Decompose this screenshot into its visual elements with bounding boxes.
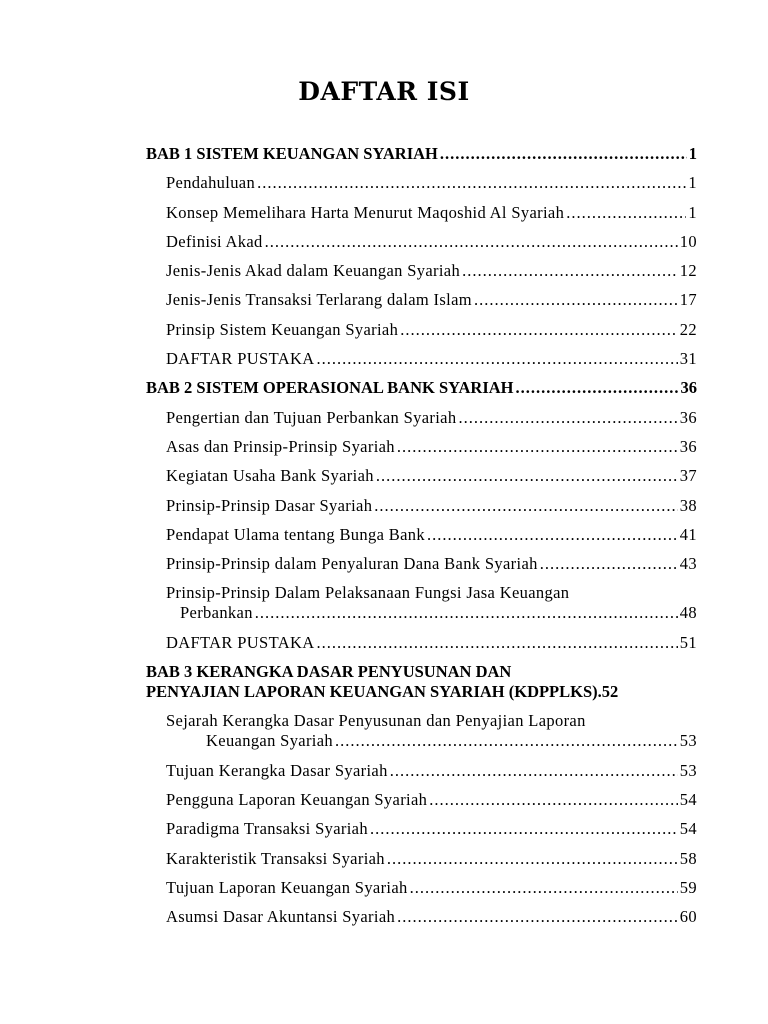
entry-title: Prinsip-Prinsip dalam Penyaluran Dana Bank Syariah <box>166 554 538 574</box>
entry-title: Pengguna Laporan Keuangan Syariah <box>166 789 428 809</box>
entry-title: Perbankan <box>180 603 253 623</box>
toc-entry[interactable] <box>166 466 697 486</box>
dot-leader <box>397 907 678 927</box>
entry-title: Jenis-Jenis Akad dalam Keuangan Syariah <box>166 261 461 281</box>
entry-title: Keuangan Syariah <box>206 731 334 751</box>
page-number: .52 <box>597 682 619 702</box>
chapter-title: BAB 1 SISTEM KEUANGAN SYARIAH <box>146 144 438 163</box>
toc-entry[interactable] <box>166 408 697 428</box>
toc-entry[interactable] <box>166 761 697 781</box>
dot-leader <box>335 731 678 751</box>
page-number: 43 <box>679 554 697 574</box>
toc-chapter-1[interactable] <box>146 144 697 164</box>
toc-entry[interactable] <box>166 878 697 898</box>
entry-title: Asas dan Prinsip-Prinsip Syariah <box>166 436 395 456</box>
dot-leader <box>566 203 686 223</box>
dot-leader <box>397 437 678 457</box>
toc-chapter-2[interactable] <box>146 378 697 398</box>
toc-entry[interactable] <box>166 633 697 653</box>
entry-title: Jenis-Jenis Transaksi Terlarang dalam Islam <box>166 290 472 310</box>
entry-title-line1[interactable]: Prinsip-Prinsip Dalam Pelaksanaan Fungsi Jasa Keuangan <box>166 583 570 603</box>
page-number: 41 <box>679 524 697 544</box>
chapter-title-line1[interactable]: BAB 3 KERANGKA DASAR PENYUSUNAN DAN <box>146 662 512 682</box>
page-number: 51 <box>679 632 697 652</box>
page-number: 59 <box>679 877 697 897</box>
page-number: 36 <box>679 407 697 427</box>
dot-leader <box>257 173 686 193</box>
page-number: 10 <box>679 231 697 251</box>
dot-leader <box>387 849 678 869</box>
dot-leader <box>317 349 678 369</box>
toc-chapter-3[interactable] <box>146 682 697 702</box>
page-number: 22 <box>679 319 697 339</box>
page-number: 58 <box>679 848 697 868</box>
toc-entry[interactable] <box>166 790 697 810</box>
page-number: 36 <box>680 378 697 398</box>
entry-title-line1[interactable]: Sejarah Kerangka Dasar Penyusunan dan Penyajian Laporan <box>166 711 586 731</box>
page-number: 54 <box>679 789 697 809</box>
entry-title: Pengertian dan Tujuan Perbankan Syariah <box>166 407 457 427</box>
page-number: 1 <box>688 144 697 163</box>
page-number: 53 <box>679 760 697 780</box>
entry-title: Pendapat Ulama tentang Bunga Bank <box>166 524 425 544</box>
dot-leader <box>462 261 678 281</box>
page-number: 37 <box>679 466 697 486</box>
page-number: 31 <box>679 349 697 369</box>
entry-title: Kegiatan Usaha Bank Syariah <box>166 466 374 486</box>
dot-leader <box>540 554 678 574</box>
entry-title: Prinsip Sistem Keuangan Syariah <box>166 319 399 339</box>
page-number: 12 <box>679 261 697 281</box>
entry-title: Asumsi Dasar Akuntansi Syariah <box>166 907 396 927</box>
entry-title: Tujuan Kerangka Dasar Syariah <box>166 760 388 780</box>
toc-entry[interactable] <box>166 496 697 516</box>
toc-entry[interactable] <box>166 819 697 839</box>
dot-leader <box>429 790 678 810</box>
dot-leader <box>390 761 678 781</box>
chapter-title: PENYAJIAN LAPORAN KEUANGAN SYARIAH (KDPPLKS) <box>146 682 598 702</box>
entry-title: DAFTAR PUSTAKA <box>166 632 315 652</box>
dot-leader <box>374 496 678 516</box>
page-number: 53 <box>679 731 697 751</box>
dot-leader <box>376 466 678 486</box>
dot-leader <box>370 819 678 839</box>
dot-leader <box>427 525 678 545</box>
page-number: 36 <box>679 436 697 456</box>
toc-entry[interactable] <box>166 849 697 869</box>
toc-entry[interactable] <box>180 603 697 623</box>
page-number: 38 <box>679 495 697 515</box>
dot-leader <box>410 878 678 898</box>
entry-title: DAFTAR PUSTAKA <box>166 349 315 369</box>
page-number: 48 <box>679 603 697 623</box>
entry-title: Pendahuluan <box>166 173 256 193</box>
page-number: 1 <box>688 202 697 222</box>
toc-entry[interactable] <box>166 907 697 927</box>
page-number: 60 <box>679 907 697 927</box>
toc-entry[interactable] <box>166 290 697 310</box>
dot-leader <box>400 320 678 340</box>
dot-leader <box>255 603 678 623</box>
table-of-contents <box>146 144 697 927</box>
entry-title: Paradigma Transaksi Syariah <box>166 819 368 839</box>
chapter-title: BAB 2 SISTEM OPERASIONAL BANK SYARIAH <box>146 378 514 398</box>
toc-entry[interactable] <box>166 437 697 457</box>
toc-entry[interactable] <box>166 173 697 193</box>
toc-entry[interactable] <box>166 525 697 545</box>
toc-entry[interactable] <box>206 731 697 751</box>
dot-leader <box>516 378 679 398</box>
dot-leader <box>458 408 677 428</box>
dot-leader <box>265 232 678 252</box>
dot-leader <box>317 633 678 653</box>
page-title: DAFTAR ISI <box>298 77 470 106</box>
toc-entry[interactable] <box>166 261 697 281</box>
entry-title: Konsep Memelihara Harta Menurut Maqoshid Al Syariah <box>166 202 565 222</box>
dot-leader <box>440 144 687 164</box>
dot-leader <box>474 290 678 310</box>
entry-title: Prinsip-Prinsip Dasar Syariah <box>166 495 373 515</box>
toc-entry[interactable] <box>166 320 697 340</box>
entry-title: Karakteristik Transaksi Syariah <box>166 848 385 868</box>
page-number: 1 <box>688 173 697 193</box>
entry-title: Tujuan Laporan Keuangan Syariah <box>166 877 408 897</box>
toc-entry[interactable] <box>166 349 697 369</box>
entry-title: Definisi Akad <box>166 231 263 251</box>
page-number: 54 <box>679 819 697 839</box>
toc-entry[interactable] <box>166 232 697 252</box>
toc-entry[interactable] <box>166 554 697 574</box>
toc-entry[interactable] <box>166 203 697 223</box>
page-number: 17 <box>679 290 697 310</box>
